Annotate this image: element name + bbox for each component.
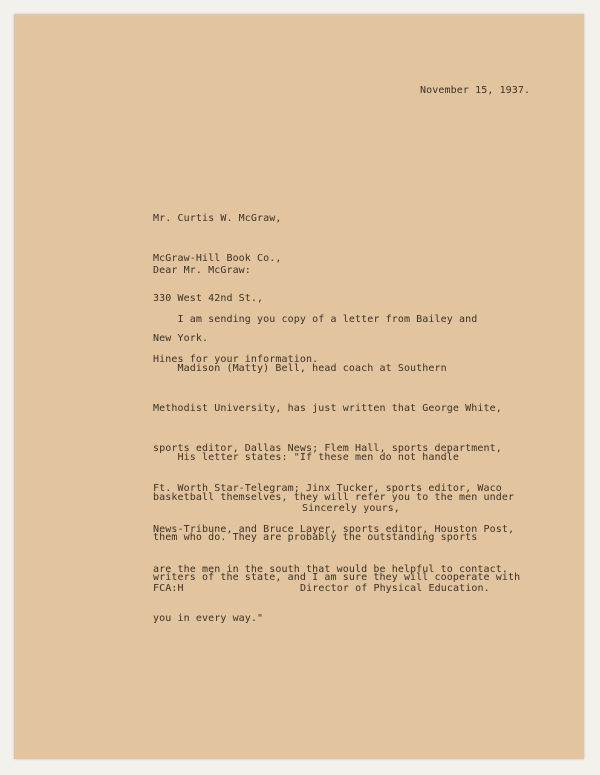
address-line: McGraw-Hill Book Co., — [153, 253, 282, 265]
address-line: New York. — [153, 333, 209, 345]
paragraph-line: you in every way." — [153, 612, 264, 624]
body-paragraph-3 — [153, 424, 520, 639]
paragraph-line: Methodist University, has just written that George White, — [153, 403, 502, 415]
typist-initials: FCA:H — [153, 583, 184, 594]
paragraph-line: are the men in the south that would be helpful to contact. — [153, 563, 508, 575]
paragraph-line: them who do. They are probably the outstanding sports — [153, 532, 478, 544]
paragraph-line: Hines for your information. — [153, 354, 319, 366]
signature-title: Director of Physical Education. — [300, 583, 490, 594]
letter-date: November 15, 1937. — [420, 85, 531, 96]
paragraph-line: I am sending you copy of a letter from Bailey and — [153, 313, 478, 325]
paragraph-line: Ft. Worth Star-Telegram; Jinx Tucker, sports editor, Waco — [153, 483, 502, 495]
paragraph-line: Madison (Matty) Bell, head coach at Southern — [153, 362, 447, 374]
paragraph-line: writers of the state, and I am sure they will cooperate with — [153, 572, 521, 584]
address-line: Mr. Curtis W. McGraw, — [153, 212, 282, 224]
paragraph-line: basketball themselves, they will refer you to the men under — [153, 492, 515, 504]
closing: Sincerely yours, — [302, 503, 400, 514]
paragraph-line: sports editor, Dallas News; Flem Hall, sports department, — [153, 443, 502, 455]
salutation: Dear Mr. McGraw: — [153, 265, 251, 276]
paragraph-line: News-Tribune, and Bruce Layer, sports editor, Houston Post, — [153, 523, 515, 535]
paragraph-line: His letter states: "If these men do not handle — [153, 451, 460, 463]
address-line: 330 West 42nd St., — [153, 293, 264, 305]
